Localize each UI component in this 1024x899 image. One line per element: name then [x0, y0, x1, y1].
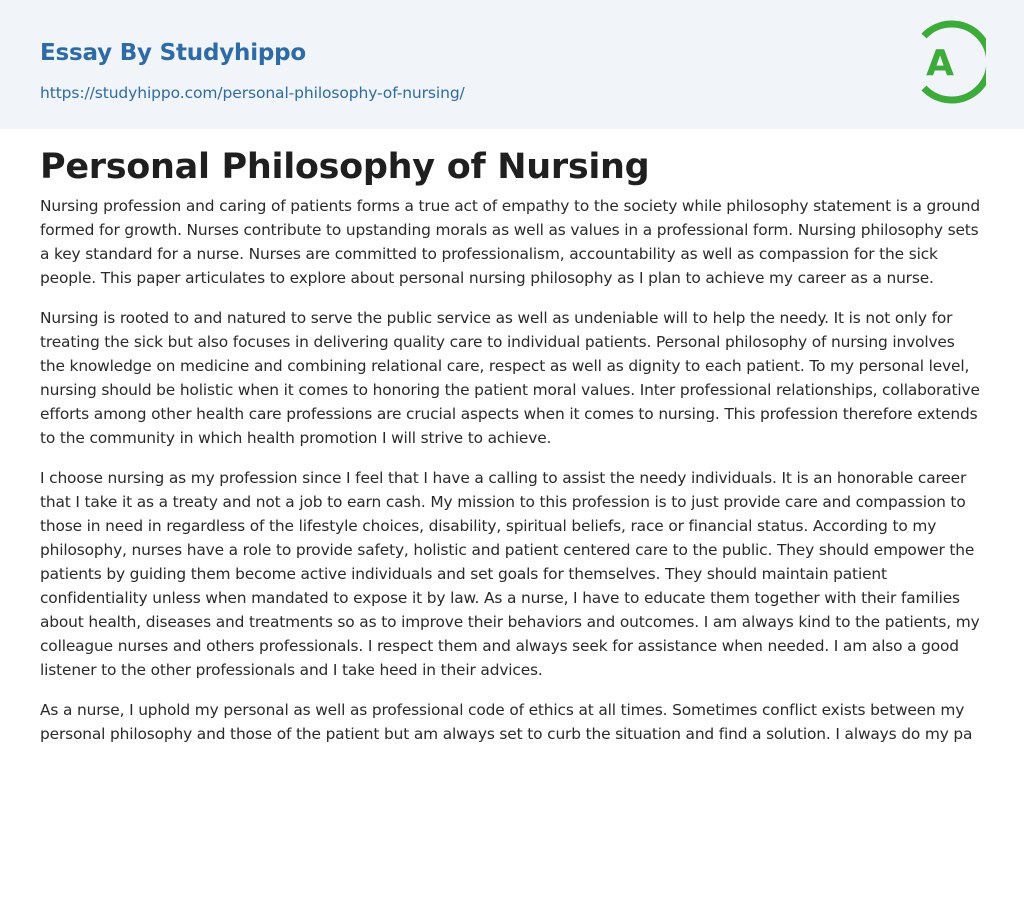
essay-paragraph: I choose nursing as my profession since I feel that I have a calling to assist the needy individuals. It is an honorable career that I take it as a treaty and not a job to earn cash. My mission to this profession is to just provide care and compassion to those in need in regardless of the lifestyle choices, disability, spiritual beliefs, race or financial status. According to my philosophy, nurses have a role to provide safety, holistic and patient centered care to the public. They should empower the patients by guiding them become active individuals and set goals for themselves. They should maintain patient confidentiality unless when mandated to expose it by law. As a nurse, I have to educate them together with their families about health, diseases and treatments so as to improve their behaviors and outcomes. I am always kind to the patients, my colleague nurses and others professionals. I respect them and always seek for assistance when needed. I am also a good listener to the other professionals and I take heed in their advices.: [40, 469, 980, 679]
studyhippo-logo-icon[interactable]: [912, 18, 986, 106]
essay-paragraph: Nursing is rooted to and natured to serve the public service as well as undeniable will to help the needy. It is not only for treating the sick but also focuses in delivering quality care to individual patients. Personal philosophy of nursing involves the knowledge on medicine and combining relational care, respect as well as dignity to each patient. To my personal level, nursing should be holistic when it comes to honoring the patient moral values. Inter professional relationships, collaborative efforts among other health care professions are crucial aspects when it comes to nursing. This profession therefore extends to the community in which health promotion I will strive to achieve.: [40, 309, 980, 447]
site-header: [0, 0, 1024, 129]
source-url-link[interactable]: https://studyhippo.com/personal-philosophy-of-nursing/: [40, 84, 465, 102]
essay-paragraph: Nursing profession and caring of patients forms a true act of empathy to the society while philosophy statement is a ground formed for growth. Nurses contribute to upstanding morals as well as values in a professional form. Nursing philosophy sets a key standard for a nurse. Nurses are committed to professionalism, accountability as well as compassion for the sick people. This paper articulates to explore about personal nursing philosophy as I plan to achieve my career as a nurse.: [40, 197, 981, 287]
essay-paragraph: As a nurse, I uphold my personal as well as professional code of ethics at all times. Sometimes conflict exists between my personal philosophy and those of the patient but am always set to curb the situation and find a solution. I always do my pa: [40, 701, 973, 743]
essay-body: [40, 194, 984, 762]
logo-letter: A: [926, 43, 954, 84]
page-title: Personal Philosophy of Nursing: [40, 147, 650, 187]
brand-title[interactable]: Essay By Studyhippo: [40, 40, 307, 66]
